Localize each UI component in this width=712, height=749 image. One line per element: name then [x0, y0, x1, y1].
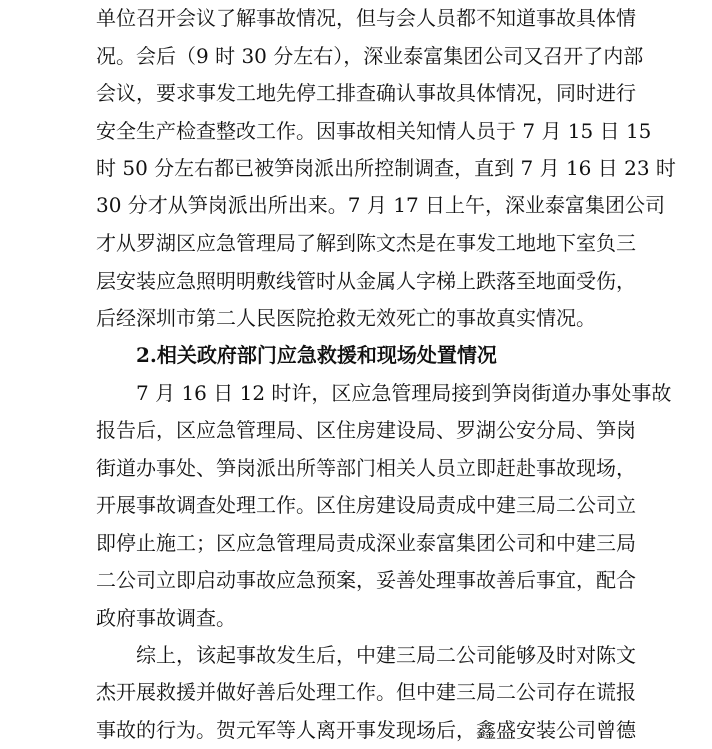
paragraph1-line: 时 50 分左右都已被笋岗派出所控制调查，直到 7 月 16 日 23 时	[96, 156, 676, 180]
paragraph1-line: 单位召开会议了解事故情况，但与会人员都不知道事故具体情	[96, 6, 636, 30]
paragraph1-line: 况。会后（9 时 30 分左右），深业泰富集团公司又召开了内部	[96, 44, 644, 68]
paragraph2-line: 街道办事处、笋岗派出所等部门相关人员立即赶赴事故现场，	[96, 456, 636, 480]
paragraph1-line: 30 分才从笋岗派出所出来。7 月 17 日上午，深业泰富集团公司	[96, 193, 666, 217]
paragraph3-line: 事故的行为。贺元军等人离开事发现场后，鑫盛安装公司曾德	[96, 718, 636, 742]
paragraph2-line: 政府事故调查。	[96, 606, 236, 630]
paragraph1-line: 会议，要求事发工地先停工排查确认事故具体情况，同时进行	[96, 81, 636, 105]
paragraph3-line: 杰开展救援并做好善后处理工作。但中建三局二公司存在谎报	[96, 680, 636, 704]
paragraph3-line: 综上，该起事故发生后，中建三局二公司能够及时对陈文	[136, 643, 636, 667]
paragraph1-line: 层安装应急照明明敷线管时从金属人字梯上跌落至地面受伤，	[96, 269, 636, 293]
paragraph2-line: 二公司立即启动事故应急预案，妥善处理事故善后事宜，配合	[96, 568, 636, 592]
section-heading: 2.相关政府部门应急救援和现场处置情况	[136, 343, 497, 367]
paragraph1-line: 后经深圳市第二人民医院抢救无效死亡的事故真实情况。	[96, 306, 596, 330]
paragraph2-line: 即停止施工；区应急管理局责成深业泰富集团公司和中建三局	[96, 531, 636, 555]
paragraph2-line: 7 月 16 日 12 时许，区应急管理局接到笋岗街道办事处事故	[136, 381, 672, 405]
paragraph1-line: 安全生产检查整改工作。因事故相关知情人员于 7 月 15 日 15	[96, 119, 652, 143]
paragraph2-line: 报告后，区应急管理局、区住房建设局、罗湖公安分局、笋岗	[96, 418, 636, 442]
paragraph2-line: 开展事故调查处理工作。区住房建设局责成中建三局二公司立	[96, 493, 636, 517]
paragraph1-line: 才从罗湖区应急管理局了解到陈文杰是在事发工地地下室负三	[96, 231, 636, 255]
